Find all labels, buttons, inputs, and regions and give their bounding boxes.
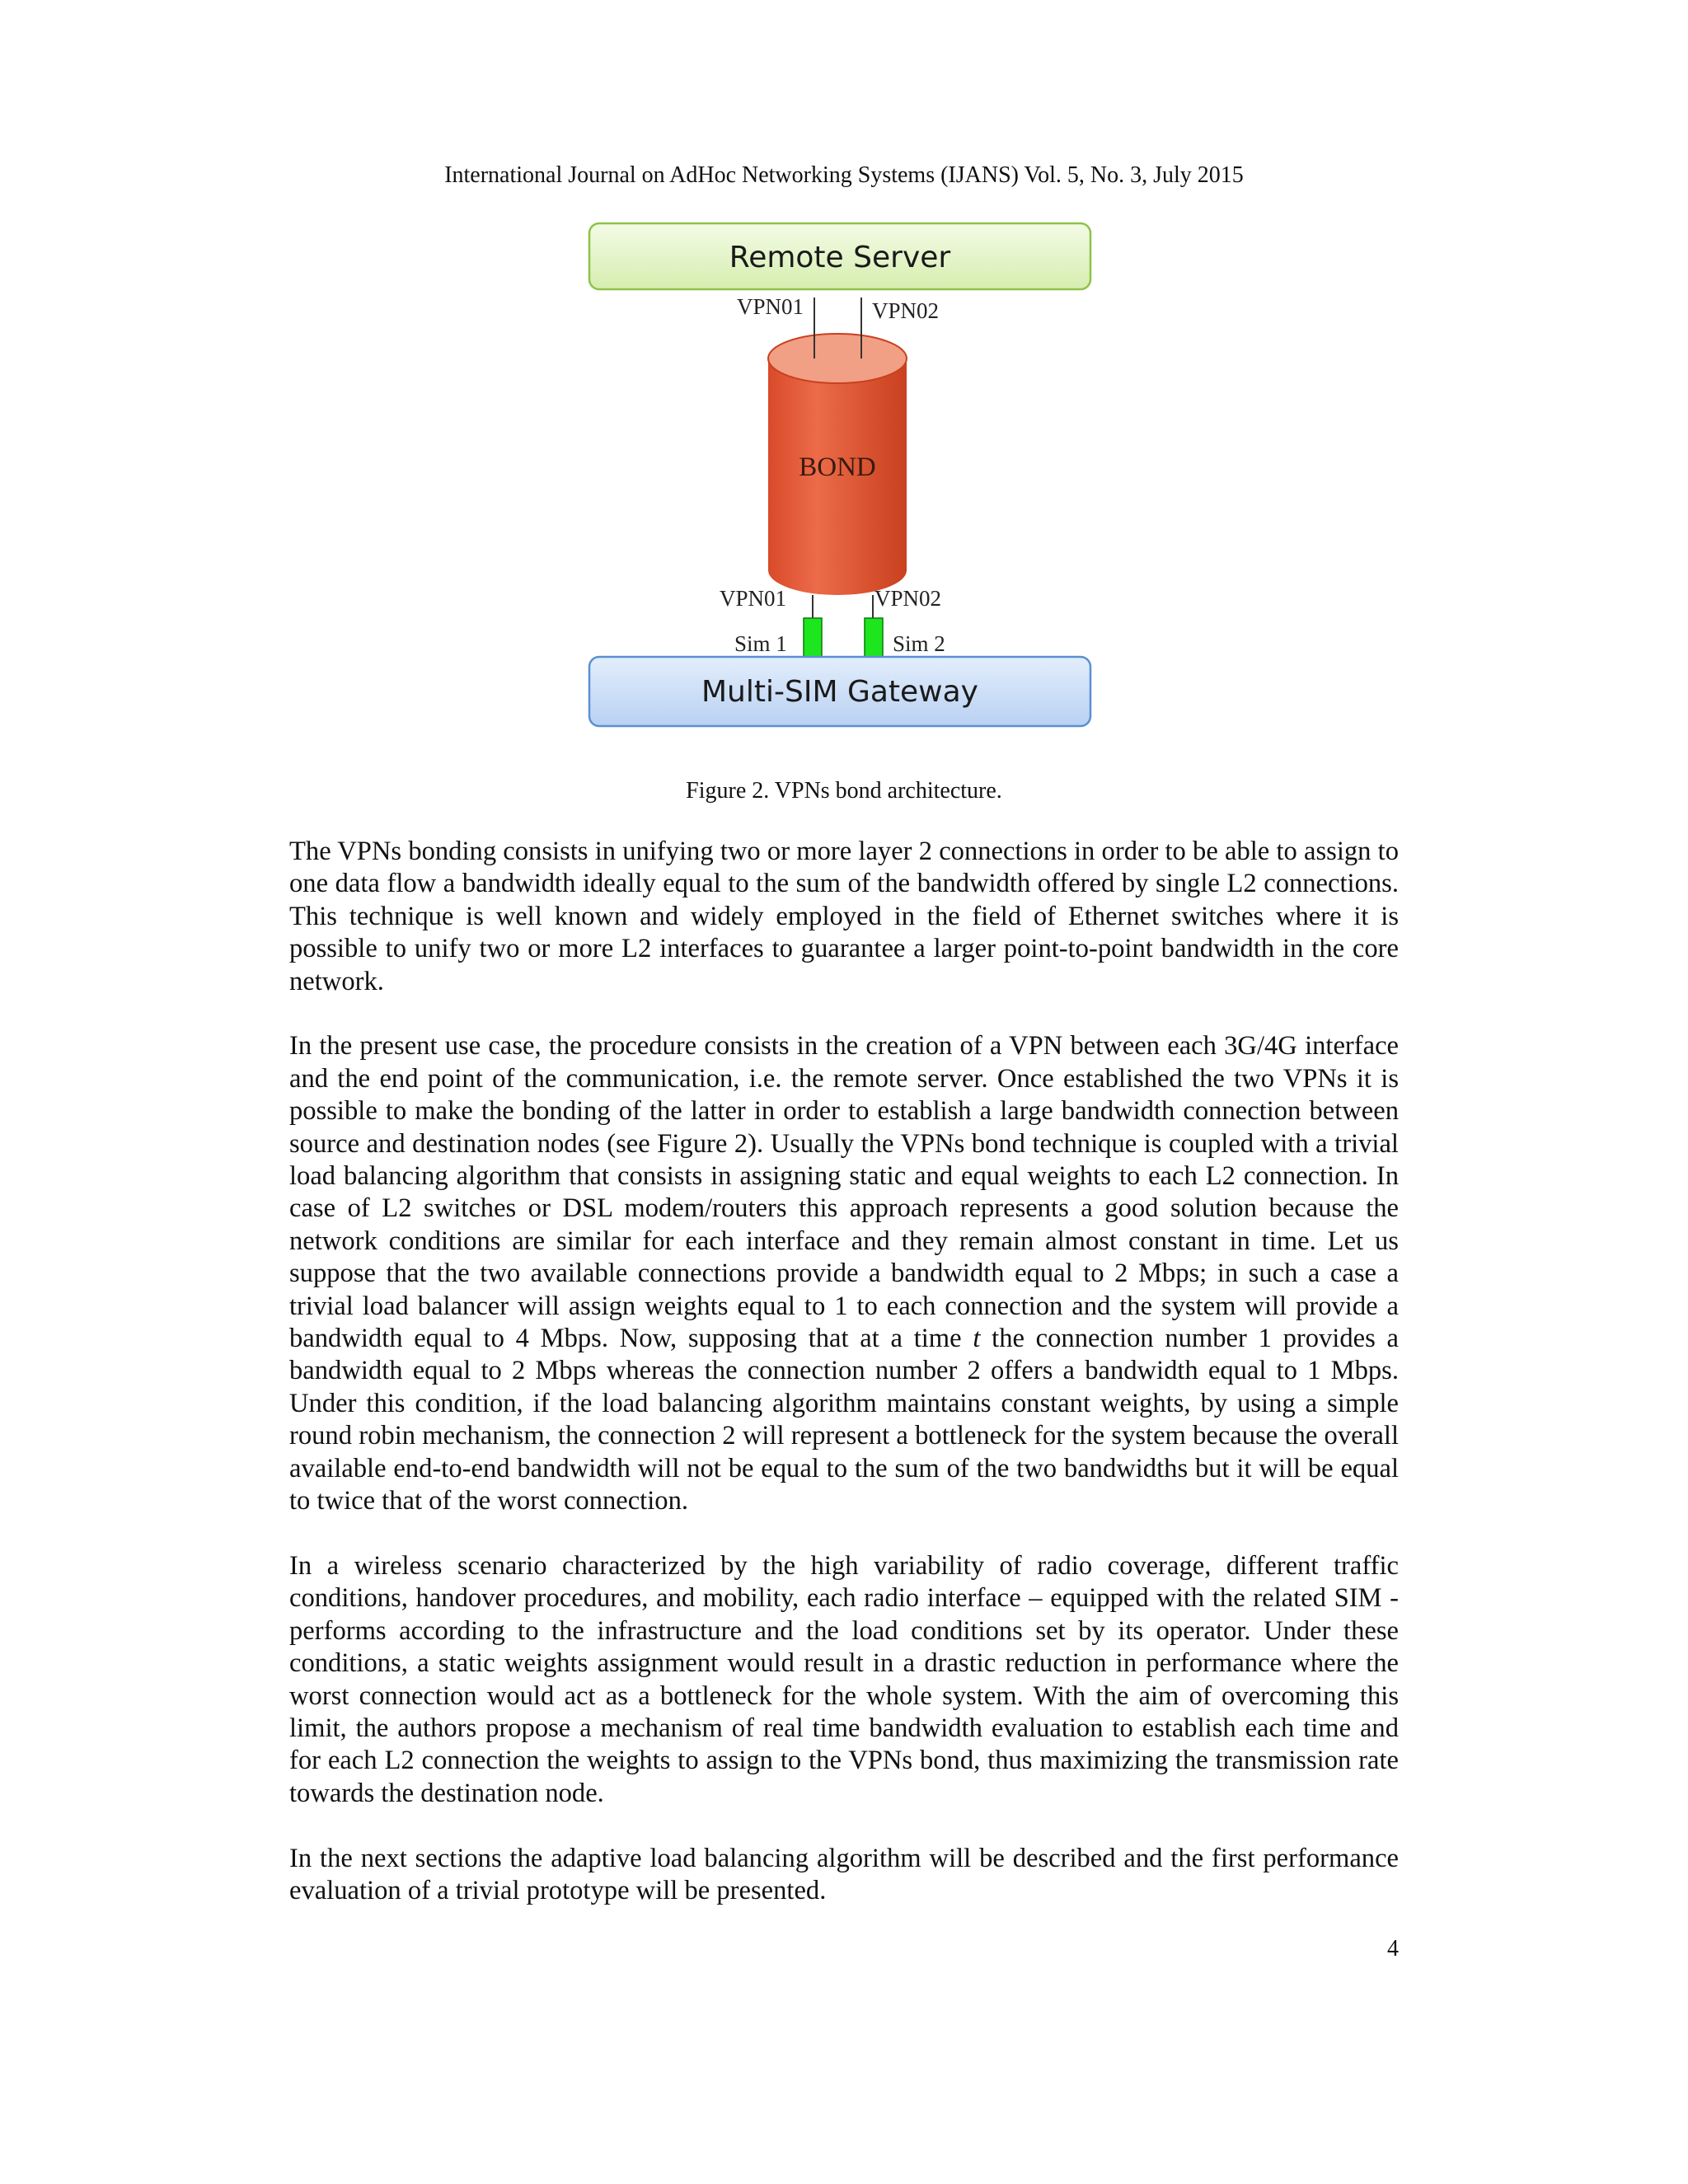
gateway-label: Multi-SIM Gateway xyxy=(701,675,978,709)
bond-cylinder xyxy=(768,334,907,595)
body-text xyxy=(289,836,1399,1907)
running-header: International Journal on AdHoc Networking Systems (IJANS) Vol. 5, No. 3, July 2015 xyxy=(444,162,1244,188)
top-vpn01-label: VPN01 xyxy=(737,294,804,319)
sim1-block xyxy=(804,618,822,657)
sim1-label: Sim 1 xyxy=(734,631,787,656)
bottom-vpn02-label: VPN02 xyxy=(874,586,942,611)
bottom-vpn01-label: VPN01 xyxy=(720,586,787,611)
remote-server-label: Remote Server xyxy=(729,241,951,274)
paragraph-1: The VPNs bonding consists in unifying two or more layer 2 connections in order to be able to assign to one data flow a bandwidth ideally equal to the sum of the bandwidth offered by single L2 connections. This technique is well known and widely employed in the field of Ethernet switches where it is possible to unify two or more L2 interfaces to guarantee a larger point-to-point bandwidth in the core network. xyxy=(289,837,1399,996)
vpn-bond-architecture-figure xyxy=(577,218,1113,746)
sim2-label: Sim 2 xyxy=(893,631,945,656)
time-variable-t: t xyxy=(973,1324,981,1354)
paragraph-3: In a wireless scenario characterized by the high variability of radio coverage, different traffic conditions, handover procedures, and mobility, each radio interface – equipped with the related SIM - performs according to the infrastructure and the load conditions set by its operator. Under these conditions, a static weights assignment would result in a drastic reduction in performance where the worst connection would act as a bottleneck for the whole system. With the aim of overcoming this limit, the authors propose a mechanism of real time bandwidth evaluation to establish each time and for each L2 connection the weights to assign to the VPNs bond, thus maximizing the transmission rate towards the destination node. xyxy=(289,1550,1399,1808)
multi-sim-gateway-box xyxy=(589,657,1090,726)
page-number: 4 xyxy=(1387,1936,1399,1961)
paragraph-2-part-2: the connection number 1 provides a bandwidth equal to 2 Mbps whereas the connection number 2 offers a bandwidth equal to 1 Mbps. Under this condition, if the load balancing algorithm maintains constant weights, by using a simple round robin mechanism, the connection 2 will represent a bottleneck for the system because the overall available end-to-end bandwidth will not be equal to the sum of the two bandwidths but it will be equal to twice that of the worst connection. xyxy=(289,1324,1399,1516)
paragraph-4: In the next sections the adaptive load balancing algorithm will be described and the first performance evaluation of a trivial prototype will be presented. xyxy=(289,1843,1399,1905)
paragraph-2 xyxy=(289,1030,1399,1517)
figure-caption: Figure 2. VPNs bond architecture. xyxy=(686,778,1002,804)
bond-label: BOND xyxy=(799,452,876,482)
remote-server-box xyxy=(589,223,1090,289)
sim2-block xyxy=(865,618,883,657)
paragraph-2-part-1: In the present use case, the procedure consists in the creation of a VPN between each 3G/4G interface and the end point of the communication, i.e. the remote server. Once established the two VPNs it is possible to make the bonding of the latter in order to establish a large bandwidth connection between source and destination nodes (see Figure 2). Usually the VPNs bond technique is coupled with a trivial load balancing algorithm that consists in assigning static and equal weights to each L2 connection. In case of L2 switches or DSL modem/routers this approach represents a good solution because the network conditions are similar for each interface and they remain almost constant in time. Let us suppose that the two available connections provide a bandwidth equal to 2 Mbps; in such a case a trivial load balancer will assign weights equal to 1 to each connection and the system will provide a bandwidth equal to 4 Mbps. Now, supposing that at a time xyxy=(289,1031,1399,1354)
top-vpn02-label: VPN02 xyxy=(872,298,940,323)
